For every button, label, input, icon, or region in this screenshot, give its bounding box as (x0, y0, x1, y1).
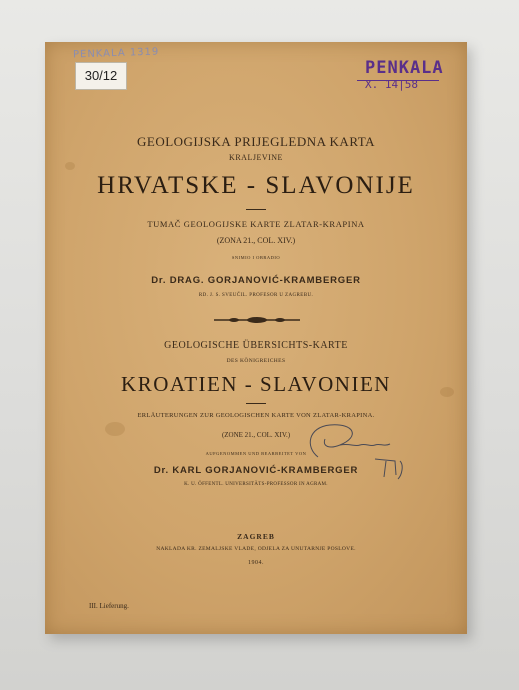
book-cover (45, 42, 467, 634)
title-rule (246, 209, 266, 210)
german-author-title: K. U. ÖFFENTL. UNIVERSITÄTS-PROFESSOR IN AGRAM. (184, 482, 328, 487)
german-zone: (ZONE 21., COL. XIV.) (221, 431, 291, 439)
german-heading: GEOLOGISCHE ÜBERSICHTS-KARTE (164, 340, 348, 351)
catalog-sticker: 30/12 (75, 62, 127, 90)
edition-label: III. Lieferung. (89, 602, 129, 610)
croatian-kingdom: KRALJEVINE (229, 153, 283, 162)
croatian-author: Dr. DRAG. GORJANOVIĆ-KRAMBERGER (151, 275, 361, 286)
croatian-heading: GEOLOGIJSKA PRIJEGLEDNA KARTA (136, 134, 375, 149)
pencil-note: PENKALA 1319 (72, 46, 160, 61)
handwritten-signature (300, 417, 410, 487)
croatian-author-title: RD. J. S. SVEUČIL. PROFESOR U ZAGREBU. (198, 293, 314, 298)
croatian-subtitle: TUMAČ GEOLOGIJSKE KARTE ZLATAR-KRAPINA (147, 219, 365, 229)
stamp-underline (357, 80, 439, 81)
publisher-city: ZAGREB (237, 532, 275, 541)
croatian-edited-by: SNIMIO I OBRADIO (231, 255, 281, 260)
ownership-stamp (365, 58, 444, 91)
stamp-code: X. 14|58 (365, 78, 418, 91)
ornament-divider (214, 316, 300, 324)
croatian-zone: (ZONA 21., COL. XIV.) (216, 236, 296, 245)
german-edited-by: AUFGENOMMEN UND BEARBEITET VON (205, 451, 307, 456)
german-title: KROATIEN - SLAVONIEN (121, 372, 391, 396)
publication-year: 1904. (248, 560, 264, 566)
german-kingdom: DES KÖNIGREICHES (226, 358, 286, 364)
stamp-name: PENKALA (365, 58, 444, 78)
title-rule (246, 403, 266, 404)
publisher-line: NAKLADA KR. ZEMALJSKE VLADE, ODJELA ZA UNUTARNJE POSLOVE. (156, 546, 356, 552)
croatian-title: HRVATSKE - SLAVONIJE (97, 172, 415, 199)
german-subtitle: ERLÄUTERUNGEN ZUR GEOLOGISCHEN KARTE VON ZLATAR-KRAPINA. (137, 412, 375, 419)
german-author: Dr. KARL GORJANOVIĆ-KRAMBERGER (153, 465, 359, 476)
foxing-spot (65, 162, 75, 170)
